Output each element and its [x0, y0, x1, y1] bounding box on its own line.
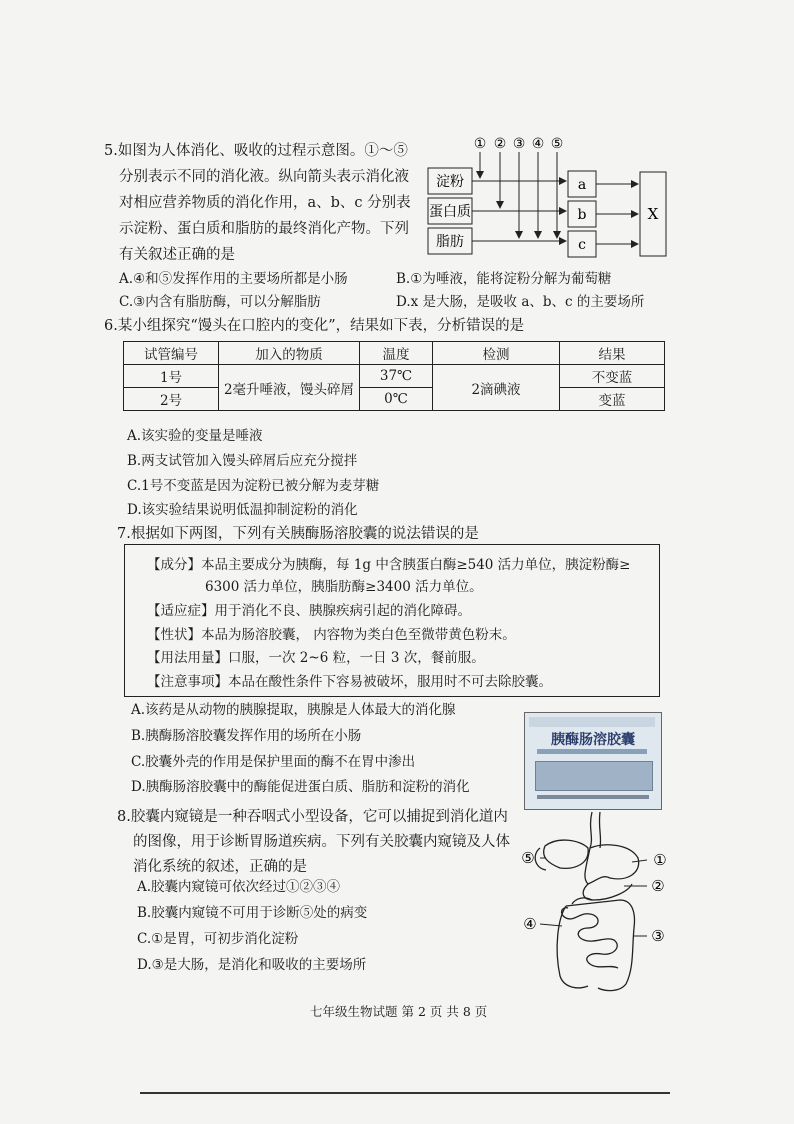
q6-option-b: B.两支试管加入馒头碎屑后应充分搅拌	[127, 453, 358, 469]
product-b: b	[577, 207, 587, 223]
drug-info-box	[124, 544, 660, 697]
box-line-6: 【注意事项】本品在酸性条件下容易被破坏，服用时不可去除胶囊。	[147, 674, 552, 690]
juice-label-4: ④	[531, 136, 545, 152]
table-cell: 37℃	[360, 365, 433, 388]
nutrient-starch: 淀粉	[436, 174, 464, 190]
q8-line-1: 8.胶囊内窥镜是一种吞咽式小型设备，它可以捕捉到消化道内	[117, 809, 508, 825]
drug-package-image	[524, 712, 662, 810]
x-label: X	[647, 205, 659, 223]
juice-label-2: ②	[493, 136, 507, 152]
box-line-4: 【性状】本品为肠溶胶囊， 内容物为类白色至微带黄色粉末。	[147, 627, 516, 643]
q5-line-3: 对相应营养物质的消化作用，a、b、c 分别表	[119, 195, 411, 211]
digestive-system-diagram	[510, 808, 680, 998]
juice-label-5: ⑤	[550, 136, 564, 152]
q7-option-d: D.胰酶肠溶胶囊中的酶能促进蛋白质、脂肪和淀粉的消化	[131, 779, 470, 795]
table-cell: 不变蓝	[560, 365, 665, 388]
juice-label-1: ①	[473, 136, 487, 152]
q6-stem: 6.某小组探究“馒头在口腔内的变化”，结果如下表，分析错误的是	[104, 318, 525, 334]
box-line-5: 【用法用量】口服，一次 2~6 粒，一日 3 次，餐前服。	[147, 650, 485, 666]
bottom-rule	[140, 1092, 670, 1094]
q7-option-b: B.胰酶肠溶胶囊发挥作用的场所在小肠	[131, 728, 362, 744]
q8-option-b: B.胶囊内窥镜不可用于诊断⑤处的病变	[137, 905, 368, 921]
table-header: 试管编号	[124, 342, 219, 365]
table-header: 温度	[360, 342, 433, 365]
page-footer: 七年级生物试题 第 2 页 共 8 页	[310, 1004, 488, 1019]
package-title: 胰酶肠溶胶囊	[551, 732, 635, 748]
q5-option-a: A.④和⑤发挥作用的主要场所都是小肠	[119, 271, 348, 287]
organ-label-5: ⑤	[521, 849, 535, 867]
table-header: 检测	[433, 342, 560, 365]
q5-line-5: 有关叙述正确的是	[119, 247, 235, 263]
table-cell: 变蓝	[560, 388, 665, 411]
q5-option-c: C.③内含有脂肪酶，可以分解脂肪	[119, 294, 321, 310]
q8-option-a: A.胶囊内窥镜可依次经过①②③④	[137, 879, 341, 895]
experiment-table	[123, 341, 665, 411]
organ-label-4: ④	[523, 915, 537, 933]
q7-option-a: A.该药是从动物的胰腺提取，胰腺是人体最大的消化腺	[131, 702, 456, 718]
table-header: 加入的物质	[219, 342, 360, 365]
q6-option-a: A.该实验的变量是唾液	[127, 428, 263, 444]
table-header: 结果	[560, 342, 665, 365]
table-cell: 2滴碘液	[433, 365, 560, 411]
organ-label-1: ①	[653, 851, 667, 869]
q7-option-c: C.胶囊外壳的作用是保护里面的酶不在胃中渗出	[131, 754, 416, 770]
nutrient-fat: 脂肪	[436, 234, 464, 250]
table-cell: 0℃	[360, 388, 433, 411]
organ-label-3: ③	[651, 927, 665, 945]
organ-label-2: ②	[651, 877, 665, 895]
box-line-1: 【成分】本品主要成分为胰酶，每 1g 中含胰蛋白酶≥540 活力单位，胰淀粉酶≥	[147, 557, 631, 573]
table-cell: 2毫升唾液，馒头碎屑	[219, 365, 360, 411]
q8-option-d: D.③是大肠，是消化和吸收的主要场所	[137, 957, 367, 973]
digestion-process-diagram	[420, 130, 675, 260]
q5-line-1: 5.如图为人体消化、吸收的过程示意图。①～⑤	[104, 143, 408, 159]
table-cell: 2号	[124, 388, 219, 411]
juice-label-3: ③	[512, 136, 526, 152]
q8-line-3: 消化系统的叙述，正确的是	[133, 859, 307, 875]
q5-option-b: B.①为唾液，能将淀粉分解为葡萄糖	[396, 271, 612, 287]
q5-option-d: D.x 是大肠，是吸收 a、b、c 的主要场所	[396, 294, 645, 310]
q8-option-c: C.①是胃，可初步消化淀粉	[137, 931, 299, 947]
q7-stem: 7.根据如下两图，下列有关胰酶肠溶胶囊的说法错误的是	[117, 526, 479, 542]
q6-option-c: C.1号不变蓝是因为淀粉已被分解为麦芽糖	[127, 478, 380, 494]
nutrient-protein: 蛋白质	[429, 204, 471, 220]
box-line-3: 【适应症】用于消化不良、胰腺疾病引起的消化障碍。	[147, 603, 471, 619]
q6-option-d: D.该实验结果说明低温抑制淀粉的消化	[127, 502, 358, 518]
product-c: c	[578, 237, 586, 253]
q5-line-4: 示淀粉、蛋白质和脂肪的最终消化产物。下列	[119, 221, 409, 237]
q5-line-2: 分别表示不同的消化液。纵向箭头表示消化液	[119, 169, 409, 185]
product-a: a	[577, 177, 587, 193]
table-cell: 1号	[124, 365, 219, 388]
q8-line-2: 的图像，用于诊断胃肠道疾病。下列有关胶囊内窥镜及人体	[133, 834, 510, 850]
box-line-2: 6300 活力单位，胰脂肪酶≥3400 活力单位。	[205, 579, 483, 595]
